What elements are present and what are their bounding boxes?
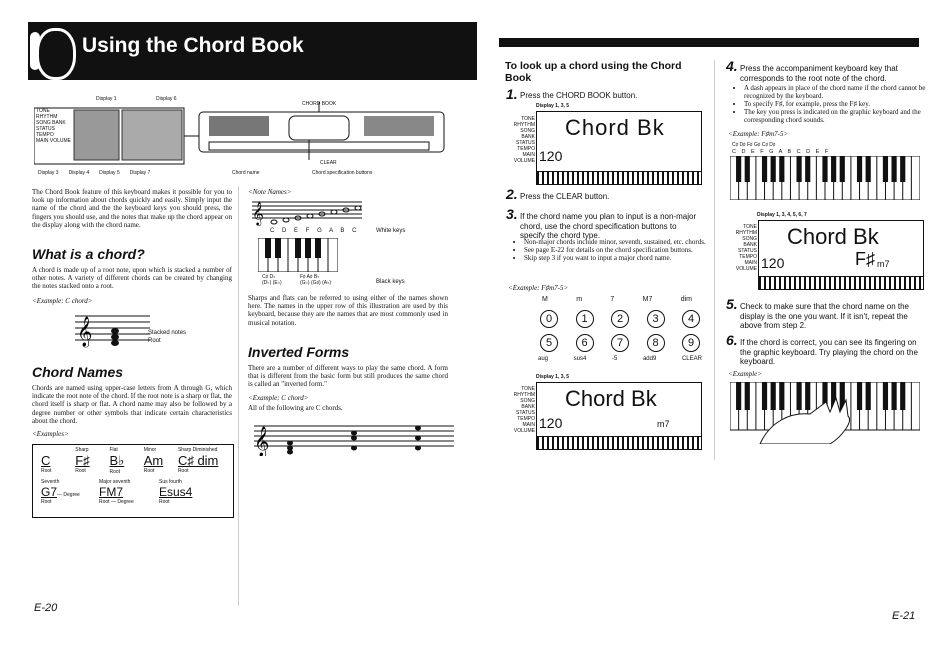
inverted-example: <Example: C chord> [248, 394, 309, 402]
display-label: Display 1 [96, 96, 117, 102]
key-letters: C D E F G A B C D E F [732, 149, 831, 155]
svg-text:𝄞: 𝄞 [252, 201, 264, 225]
lcd-display [536, 382, 702, 450]
inverted-text: There are a number of different ways to play the same chord. A form that is different from the basic form but still produces the same chord is called an "inverted form." [248, 364, 448, 389]
step-number: 6. [726, 332, 738, 348]
lcd-chord-type: m7 [657, 419, 670, 429]
chord-row-1 [33, 445, 233, 477]
black-key [857, 382, 862, 410]
digit-7-button[interactable]: 7 [611, 334, 629, 352]
black-key [866, 156, 871, 182]
keyboard-diagram [730, 156, 920, 200]
black-key [866, 382, 871, 410]
black-key [900, 382, 905, 410]
button-bottom-labels: aug sus4 -5 add9 CLEAR [538, 356, 702, 362]
black-key [805, 156, 810, 182]
inverted-heading: Inverted Forms [248, 344, 350, 360]
display-caption: Display 1, 3, 5 [536, 374, 570, 380]
note-staff [252, 198, 362, 226]
black-key [736, 382, 741, 410]
black-key [736, 156, 741, 182]
lcd-side-labels: TONE RHYTHM SONG BANK STATUS TEMPO MAIN VOLUME [513, 116, 535, 164]
display-labels-bottom: Display 3 Display 4 Display 5 Display 7 [38, 170, 151, 176]
display-caption: Display 1, 3, 4, 5, 6, 7 [757, 212, 807, 218]
stacked-label: Stacked notes [148, 330, 187, 336]
step-number: 3. [506, 206, 518, 222]
note-names-text: Sharps and flats can be referred to using either of the names shown here. The names in the upper row of this illustration are used by this keyboard, because they are the names that are most commonly used in musical notation. [248, 294, 448, 327]
column-divider [238, 186, 239, 606]
black-key [831, 156, 836, 182]
black-key [883, 156, 888, 182]
chord-example: C Root [41, 453, 52, 474]
root-label: Root [148, 338, 161, 344]
button-top-labels: M m 7 M7 dim [542, 296, 692, 303]
black-key [762, 156, 767, 182]
lcd-text: Chord Bk [565, 386, 657, 411]
white-keys-label: White keys [376, 228, 406, 234]
example-caption: <Example: C chord> [32, 297, 93, 305]
step-6: If the chord is correct, you can see its fingering on the graphic keyboard. Try playing the chord on the keyboard. [740, 338, 918, 366]
chord-examples-box [32, 444, 234, 518]
step-number: 2. [506, 186, 518, 202]
button-row-1 [540, 310, 700, 328]
lcd-tempo: 120 [761, 255, 785, 271]
lcd-chord-root: F♯ [855, 249, 875, 269]
button-row-2 [540, 334, 700, 352]
black-key [900, 156, 905, 182]
inverted-all: All of the following are C chords. [248, 404, 343, 412]
lcd-chord-type: m7 [877, 259, 890, 269]
digit-6-button[interactable]: 6 [576, 334, 594, 352]
step-number: 1. [506, 86, 518, 102]
chord-names-text: Chords are named using upper-case letters from A through G, which indicate the root note of the chord. If the root note is a sharp or flat, the chord itself is sharp or flat. A chord name may also be followed by a degree number or other symbols that indicate certain characteristics about the chord. [32, 384, 232, 425]
step-4-bullets: • A dash appears in place of the chord name if the chord cannot be recognized by the keyboard. • To specify F♯, for example, press the F♯ key. • The key you press is indicated on the graphic keyboard and the corresponding chord sounds. [732, 84, 934, 124]
black-key [883, 382, 888, 410]
header-bar [499, 38, 919, 47]
chord-example: Sharp F♯ Root [75, 447, 90, 474]
digit-1-button[interactable]: 1 [576, 310, 594, 328]
page-number-left: E-20 [34, 602, 58, 614]
black-key [762, 382, 767, 410]
bracket-mark [36, 28, 76, 80]
example-caption: <Example> [728, 370, 762, 378]
black-key [892, 382, 897, 410]
examples-caption: <Examples> [32, 430, 69, 438]
step-3: If the chord name you plan to input is a non-major chord, use the chord specification buttons to specify the chord type. [520, 212, 697, 240]
chord-name-label: Chord name [232, 170, 260, 176]
digit-9-button[interactable]: 9 [682, 334, 700, 352]
inverted-staves [254, 416, 454, 456]
chord-names-heading: Chord Names [32, 364, 124, 380]
step-2: Press the CLEAR button. [520, 192, 610, 201]
c-chord-staff [75, 310, 155, 350]
what-is-heading: What is a chord? [32, 246, 145, 262]
chord-example: Major seventh FM7 Root — Degree [99, 479, 134, 505]
side-labels: TONE RHYTHM SONG BANK STATUS TEMPO MAIN VOLUME [36, 108, 72, 144]
black-key [771, 382, 776, 410]
chord-spec-label: Chord specification buttons [312, 170, 373, 176]
black-key [797, 156, 802, 182]
example-caption: <Example: F♯m7-5> [728, 130, 789, 138]
chord-book-label: CHORD BOOK [302, 101, 337, 107]
step-5: Check to make sure that the chord name on the display is the one you want. If it isn't, repeat the above from step 2. [740, 302, 909, 330]
chord-example: Flat B♭ Root [109, 447, 125, 475]
hand-on-keyboard-illustration [730, 382, 920, 444]
digit-2-button[interactable]: 2 [611, 310, 629, 328]
svg-text:𝄞: 𝄞 [77, 317, 93, 347]
display-label: Display 6 [156, 96, 177, 102]
chord-example: Sus fourth Esus4 Root [159, 479, 193, 505]
key-letters-top: C♯ D♯ F♯ G♯ C♯ D♯ [732, 142, 776, 148]
digit-4-button[interactable]: 4 [682, 310, 700, 328]
column-divider [714, 60, 715, 460]
mini-keyboard [258, 238, 338, 272]
page-title: Using the Chord Book [82, 34, 304, 57]
black-key [857, 156, 862, 182]
step-4: Press the accompaniment keyboard key that corresponds to the root note of the chord. [740, 64, 898, 83]
black-key [805, 382, 810, 410]
digit-8-button[interactable]: 8 [647, 334, 665, 352]
lcd-tempo: 120 [539, 415, 563, 431]
svg-text:𝄞: 𝄞 [254, 427, 270, 456]
black-key [745, 156, 750, 182]
lcd-keyboard [537, 436, 701, 449]
page-number-right: E-21 [892, 610, 916, 622]
chord-example: Seventh G7— Degree Root [41, 479, 80, 505]
black-key [840, 156, 845, 182]
black-key [892, 156, 897, 182]
digit-5-button[interactable]: 5 [540, 334, 558, 352]
lcd-display [758, 220, 924, 290]
clear-label: CLEAR [320, 160, 337, 166]
black-note-names: F♯ A♯ B♭ (G♭) (G♯) (A♭) [300, 274, 332, 286]
chord-row-2 [33, 477, 233, 507]
step-1: Press the CHORD BOOK button. [520, 91, 638, 100]
lcd-side-labels: TONE RHYTHM SONG BANK STATUS TEMPO MAIN VOLUME [513, 386, 535, 434]
lcd-keyboard [759, 276, 923, 289]
digit-0-button[interactable]: 0 [540, 310, 558, 328]
step-3-bullets: • Non-major chords include minor, seventh, sustained, etc. chords. • See page E-22 for details on the chord specification buttons. • Skip step 3 if you want to input a major chord name. [512, 238, 714, 262]
black-key [779, 382, 784, 410]
chord-example: Sharp Diminished C♯ dim Root [177, 447, 219, 474]
black-keys-label: Black keys [376, 279, 405, 285]
step-number: 5. [726, 296, 738, 312]
digit-3-button[interactable]: 3 [647, 310, 665, 328]
chapter-header [28, 22, 477, 80]
lcd-text: Chord Bk [565, 115, 665, 140]
what-is-text: A chord is made up of a root note, upon which is stacked a number of other notes. A variety of different chords can be created by changing the notes stacked onto a root. [32, 266, 232, 291]
white-note-letters: C D E F G A B C [270, 228, 357, 234]
step-number: 4. [726, 58, 738, 74]
lcd-keyboard [537, 171, 701, 184]
example-caption: <Example: F♯m7-5> [508, 284, 569, 292]
black-key [797, 382, 802, 410]
note-names-caption: <Note Names> [248, 188, 292, 196]
black-key [745, 382, 750, 410]
intro-text: The Chord Book feature of this keyboard makes it possible for you to look up information about chords quickly and easily. Simply input the name of the chord and the the keyboard keys you should press, the fingers you should use, and the notes that make up the chord appear on the display along with the chord name. [32, 188, 232, 229]
lcd-display [536, 111, 702, 185]
lcd-text: Chord Bk [787, 224, 879, 249]
display-caption: Display 1, 3, 5 [536, 103, 570, 109]
lcd-tempo: 120 [539, 148, 563, 164]
lookup-heading: To look up a chord using the Chord Book [505, 60, 682, 84]
black-key [779, 156, 784, 182]
black-key [771, 156, 776, 182]
black-key [822, 156, 827, 182]
lcd-side-labels: TONE RHYTHM SONG BANK STATUS TEMPO MAIN VOLUME [735, 224, 757, 272]
black-note-names: C♯ D♭ (D♭) (E♭) [262, 274, 282, 286]
chord-example: Minor Am Root [143, 447, 164, 474]
